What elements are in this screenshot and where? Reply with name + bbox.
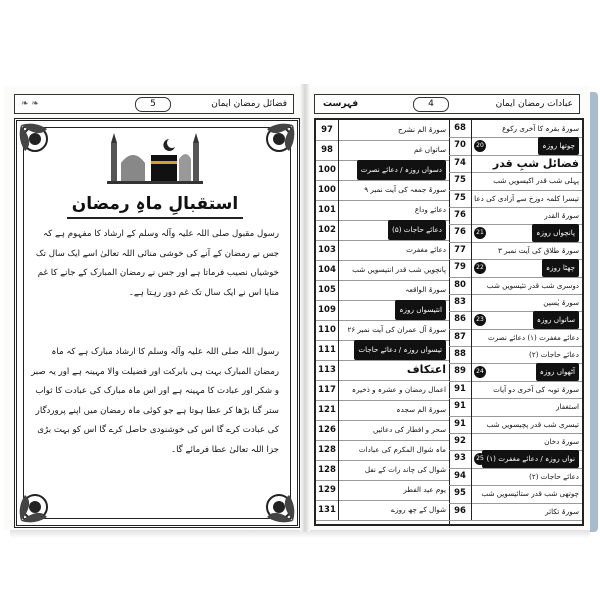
toc-page-number: 91 — [449, 416, 472, 433]
book-gutter — [300, 84, 310, 532]
toc-page-number: 94 — [449, 468, 472, 485]
page-number: 5 — [135, 97, 171, 112]
toc-page-number: 80 — [449, 277, 472, 294]
toc-entry-title: دعائے مغفرت — [406, 245, 446, 254]
toc-row — [449, 155, 582, 173]
toc-page-number: 102 — [316, 220, 339, 240]
toc-entry-title: شوال کی چاند رات کے نفل — [364, 465, 446, 474]
toc-row — [316, 360, 449, 381]
toc-row — [316, 420, 449, 441]
toc-page-number: 105 — [316, 280, 339, 300]
toc-row — [449, 450, 582, 468]
toc-page-number: 88 — [449, 346, 472, 363]
toc-row — [316, 440, 449, 461]
toc-entry-title: تیسرا کلمہ دوزخ سے آزادی کی دعا — [474, 193, 579, 203]
toc-row — [449, 398, 582, 416]
toc-page-number: 89 — [449, 363, 472, 380]
toc-page-number: 98 — [316, 140, 339, 160]
toc-page-number: 95 — [449, 485, 472, 502]
toc-entry-title: سورۃ جمعہ کی آیت نمبر ۹ — [364, 185, 446, 194]
toc-page-number: 68 — [449, 120, 472, 137]
toc-row — [316, 160, 449, 181]
toc-row — [316, 180, 449, 201]
toc-page-number: 100 — [316, 160, 339, 180]
toc-column-left — [316, 120, 450, 524]
book-spread — [4, 82, 598, 534]
toc-row — [316, 240, 449, 261]
toc-page-number: 117 — [316, 380, 339, 400]
toc-entry-title: سورۃ یٰسین — [543, 297, 579, 307]
toc-entry-title: سورۃ الواقعہ — [405, 285, 446, 294]
toc-row — [449, 346, 582, 364]
toc-row — [449, 259, 582, 277]
toc-entry-title: سورۃ الم نشرح — [398, 125, 446, 134]
toc-page-number: 126 — [316, 420, 339, 440]
toc-page-number: 93 — [449, 450, 472, 467]
running-title: عبادات رمضان ایمان — [495, 99, 573, 109]
toc-row — [316, 400, 449, 421]
index-label: فہرست — [323, 99, 359, 109]
floral-corner-icon — [253, 481, 297, 525]
toc-entry-title: سورۃ تکاثر — [545, 506, 579, 516]
toc-page-number: 91 — [449, 381, 472, 398]
toc-entry-title: پہلی شب قدر اکیسویں شب — [493, 176, 579, 186]
toc-entry-title: چھٹا روزہ — [473, 259, 579, 276]
toc-page-number: 70 — [449, 137, 472, 154]
toc-page-number: 86 — [449, 311, 472, 328]
toc-page-number: 76 — [449, 224, 472, 241]
toc-row — [316, 260, 449, 281]
toc-entry-title: سورۃ الم سجدہ — [396, 405, 446, 414]
toc-row — [449, 311, 582, 329]
toc-entry-title: چوتھی شب قدر ستائیسویں شب — [481, 489, 579, 499]
body-paragraph: رسول مقبول صلی اللہ علیہ وآلہ وسلم کے ارشاد کا مفہوم ہے کہ جس نے رمضان کے آنے کی خوشی منائی اللہ تعالیٰ اسے ایک سال تک خوشیاں نصیب فرماتا ہے اور جس نے رمضان المبارک کے جانے کا غم منایا اس نے ایک سال تک غم دور رہتا ہے۔ — [35, 229, 279, 298]
toc-entry-title: پانچویں شب قدر انتیسویں شب — [352, 265, 446, 274]
toc-row — [449, 137, 582, 155]
toc-row — [449, 190, 582, 208]
toc-entry-title: دعائے مغفرت (۱) دعائے نصرت — [487, 332, 579, 342]
toc-entry-title: دسواں روزہ / دعائے نصرت — [340, 160, 446, 180]
entry-number-badge: 22 — [474, 262, 486, 274]
toc-page-number: 87 — [449, 329, 472, 346]
toc-page-number: 131 — [316, 500, 339, 520]
entry-number-badge: 20 — [474, 140, 486, 152]
toc-entry-title: اعمال رمضان و عشرہ و ذخیرہ — [351, 385, 446, 394]
toc-page-number: 74 — [449, 155, 472, 172]
toc-row — [316, 320, 449, 341]
toc-row — [449, 468, 582, 486]
toc-entry-title: شوال کے چھ روزے — [390, 505, 446, 514]
toc-row — [316, 480, 449, 501]
toc-row — [449, 277, 582, 295]
toc-row — [449, 363, 582, 381]
toc-row — [449, 503, 582, 521]
toc-entry-title: استغفار — [556, 402, 579, 412]
toc-page-number: 110 — [316, 320, 339, 340]
toc-entry-title: سورۃ آل عمران کی آیت نمبر ۲۶ — [347, 325, 446, 334]
toc-entry-title: یوم عید الفطر — [403, 485, 446, 494]
toc-entry-title: پانچواں روزہ — [473, 224, 579, 241]
toc-entry-title: سورۃ بقرہ کا آخری رکوع — [502, 124, 579, 133]
toc-row — [449, 120, 582, 138]
table-of-contents — [314, 118, 584, 526]
floral-corner-icon — [253, 121, 297, 165]
toc-row — [316, 340, 449, 361]
toc-entry-title: دوسری شب قدر تئیسویں شب — [486, 280, 579, 290]
floral-corner-icon — [17, 121, 61, 165]
toc-entry-title: تیسری شب قدر پچیسویں شب — [486, 419, 579, 429]
toc-page-number: 103 — [316, 240, 339, 260]
toc-row — [316, 280, 449, 301]
toc-entry-title: دعائے وداع — [414, 205, 446, 214]
toc-row — [316, 220, 449, 241]
toc-entry-title: نواں روزہ / دعائے مغفرت (۱) — [473, 450, 579, 467]
toc-page-number: 76 — [449, 207, 472, 224]
toc-entry-title: دعائے حاجات (۵) — [340, 220, 446, 240]
kaaba-mosque-icon — [103, 129, 207, 185]
toc-page-number: 104 — [316, 260, 339, 280]
page-number: 4 — [413, 97, 449, 112]
toc-page-number: 111 — [316, 340, 339, 360]
toc-page-number: 121 — [316, 400, 339, 420]
toc-page-number: 96 — [449, 503, 472, 520]
page-heading: استقبالِ ماہِ رمضان — [67, 191, 243, 219]
toc-page-number: 77 — [449, 242, 472, 259]
toc-entry-title: چوتھا روزہ — [473, 137, 579, 154]
entry-number-badge: 25 — [474, 453, 486, 465]
ornamental-frame — [14, 118, 300, 528]
toc-entry-title: ساتواں غم — [413, 145, 446, 154]
toc-row — [449, 329, 582, 347]
toc-entry-title: فضائل شبِ قدر — [492, 156, 579, 170]
toc-page-number: 75 — [449, 172, 472, 189]
toc-page-number: 97 — [316, 120, 339, 140]
toc-row — [316, 120, 449, 141]
running-title: فضائل رمضان ایمان — [211, 99, 287, 109]
toc-page-number: 79 — [449, 259, 472, 276]
toc-row — [449, 381, 582, 399]
left-page-header — [14, 94, 294, 114]
left-page — [4, 86, 305, 530]
toc-row — [316, 500, 449, 521]
toc-page-number: 128 — [316, 440, 339, 460]
toc-row — [316, 380, 449, 401]
toc-row — [449, 416, 582, 434]
toc-entry-title: سورۃ دخان — [544, 437, 579, 447]
toc-page-number: 109 — [316, 300, 339, 320]
toc-entry-title: ساتواں روزہ — [473, 311, 579, 328]
floral-corner-icon — [17, 481, 61, 525]
toc-page-number: 129 — [316, 480, 339, 500]
toc-row — [316, 140, 449, 161]
toc-page-number: 101 — [316, 200, 339, 220]
right-page — [304, 86, 590, 530]
toc-row — [316, 300, 449, 321]
toc-row — [449, 172, 582, 190]
toc-entry-title: دعائے حاجات (۲) — [529, 471, 579, 481]
toc-entry-title: انتیسواں روزہ — [340, 300, 446, 320]
toc-entry-title: سورۃ توبہ کی آخری دو آیات — [493, 384, 579, 394]
toc-page-number: 91 — [449, 398, 472, 415]
entry-number-badge: 21 — [474, 227, 486, 239]
toc-page-number: 92 — [449, 433, 472, 450]
toc-row — [316, 200, 449, 221]
toc-row — [449, 207, 582, 225]
toc-entry-title: تیسواں روزہ / دعائے حاجات — [340, 340, 446, 360]
toc-entry-title: اعتکاف — [406, 363, 446, 376]
ornament-icon: ❧ ❧ — [21, 99, 39, 109]
right-page-header — [314, 94, 580, 114]
toc-row — [449, 433, 582, 451]
toc-entry-title: سورۃ طلاق کی آیت نمبر ۳ — [497, 245, 579, 255]
toc-page-number: 113 — [316, 360, 339, 380]
body-paragraph: رسول اللہ صلی اللہ علیہ وآلہ وسلم کا ارشاد مبارک ہے کہ ماہ رمضان المبارک بہت ہی بابرکت اور فضیلت والا مہینہ ہے اور یہ صبر و شکر اور عبادت کا مہینہ ہے اور اس ماہ مبارک کی عبادت کا ثواب ستر گنا بڑھا کر عطا ہوتا ہے جو کوئی ماہ رمضان میں اپنے پروردگار کی عبادت کرے گا اس کی خوشنودی حاصل کرے گا اس کو بہت بڑی جزا اللہ تعالیٰ عطا فرمائے گا۔ — [31, 347, 279, 455]
toc-entry-title: دعائے حاجات (۲) — [529, 350, 579, 360]
toc-entry-title: سورۃ القدر — [544, 210, 579, 220]
toc-page-number: 75 — [449, 190, 472, 207]
toc-row — [449, 224, 582, 242]
toc-entry-title: سحر و افطار کی دعائیں — [373, 425, 446, 434]
toc-entry-title: ماہ شوال المکرم کی عبادات — [358, 445, 446, 454]
toc-row — [449, 485, 582, 503]
toc-entry-title: آٹھواں روزہ — [473, 363, 579, 380]
toc-row — [449, 294, 582, 312]
toc-row — [316, 460, 449, 481]
toc-row — [449, 242, 582, 260]
entry-number-badge: 24 — [474, 366, 486, 378]
entry-number-badge: 23 — [474, 314, 486, 326]
toc-page-number: 83 — [449, 294, 472, 311]
toc-column-right — [449, 120, 582, 524]
toc-page-number: 128 — [316, 460, 339, 480]
toc-page-number: 100 — [316, 180, 339, 200]
